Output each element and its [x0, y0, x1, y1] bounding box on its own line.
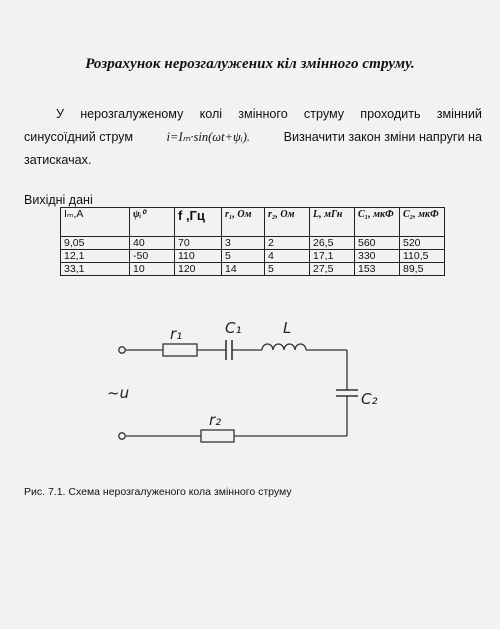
table-cell: 40: [130, 237, 175, 250]
initial-data-label: Вихідні дані: [24, 193, 93, 207]
table-cell: 10: [130, 263, 175, 276]
header-r1-text: r₁, Ом: [225, 209, 252, 220]
header-l-text: L, мГн: [313, 209, 343, 220]
label-c1: C₁: [225, 319, 242, 337]
table-cell: 153: [355, 263, 400, 276]
word: нерозгалуженому: [80, 107, 184, 121]
word: У: [56, 107, 65, 121]
label-r1: r₁: [170, 325, 183, 343]
table-cell: 33,1: [61, 263, 130, 276]
figure-caption: Рис. 7.1. Схема нерозгалуженого кола змінного струму: [24, 486, 292, 498]
text-segment: Визначити закон зміни напруги на: [283, 130, 482, 144]
text-segment: синусоїдний струм: [24, 130, 133, 144]
header-f-text: f ,Гц: [178, 208, 205, 223]
word: струму: [303, 107, 345, 121]
table-cell: 12,1: [61, 250, 130, 263]
table-cell: 27,5: [310, 263, 355, 276]
table-cell: 330: [355, 250, 400, 263]
top-terminal: [119, 347, 125, 353]
label-l: L: [283, 319, 292, 337]
label-c2: C₂: [361, 390, 378, 408]
table-cell: 5: [222, 250, 265, 263]
header-psi-text: ψᵢ⁰: [133, 209, 146, 220]
header-c2-text: C₂, мкФ: [403, 209, 439, 220]
table-cell: 120: [175, 263, 222, 276]
table-cell: 520: [400, 237, 445, 250]
resistor-r2: [201, 430, 234, 442]
table-cell: 110: [175, 250, 222, 263]
header-r2-text: r₂, Ом: [268, 209, 295, 220]
table-cell: -50: [130, 250, 175, 263]
word: проходить: [360, 107, 421, 121]
word: змінний: [436, 107, 482, 121]
text-segment: затискачах.: [24, 153, 92, 167]
table-cell: 3: [222, 237, 265, 250]
word: колі: [199, 107, 223, 121]
table-cell: 5: [265, 263, 310, 276]
table-cell: 4: [265, 250, 310, 263]
table-cell: 89,5: [400, 263, 445, 276]
table-cell: 70: [175, 237, 222, 250]
table-cell: 17,1: [310, 250, 355, 263]
table-cell: 9,05: [61, 237, 130, 250]
resistor-r1: [163, 344, 197, 356]
inductor-l: [262, 344, 306, 350]
label-source: ~u: [107, 384, 130, 402]
current-formula: i=Iₘ·sin(ωt+ψᵢ).: [166, 130, 251, 144]
table-cell: 110,5: [400, 250, 445, 263]
label-r2: r₂: [209, 411, 222, 429]
table-cell: 560: [355, 237, 400, 250]
page-title: Розрахунок нерозгалужених кіл змінного струму.: [85, 56, 415, 72]
table-cell: 14: [222, 263, 265, 276]
table-cell: 2: [265, 237, 310, 250]
bottom-terminal: [119, 433, 125, 439]
header-im: Iₘ,А: [61, 208, 130, 237]
table-cell: 26,5: [310, 237, 355, 250]
header-c1-text: C₁, мкФ: [358, 209, 394, 220]
word: змінного: [238, 107, 288, 121]
